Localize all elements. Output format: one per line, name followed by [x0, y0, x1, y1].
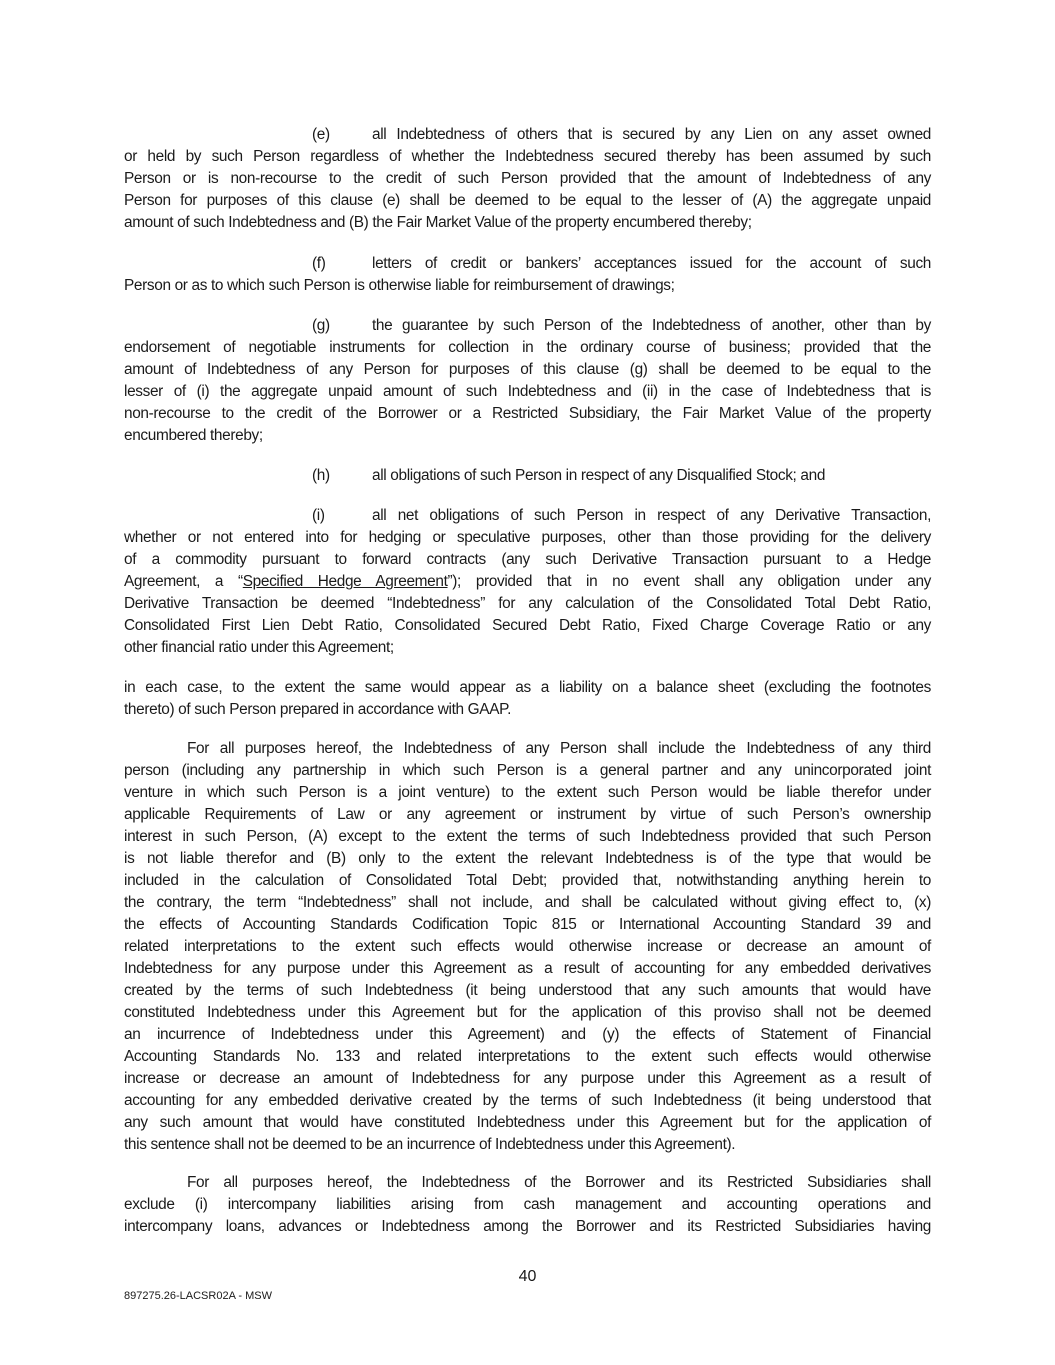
text-line [124, 146, 931, 168]
text-line: in each case, to the extent the same would appear as a liability on a balance sheet (excluding the footnotes [124, 679, 931, 696]
text-run: Person or is non-recourse to the credit of such Person provided that the amount of Indebtedness of any [124, 170, 931, 187]
text-run: encumbered thereby; [124, 427, 263, 444]
text-line [124, 275, 931, 297]
text-run: Agreement, a “ [124, 573, 243, 590]
text-line: Indebtedness for any purpose under this Agreement as a result of accounting for any embedded derivatives [124, 960, 931, 977]
text-line [124, 425, 931, 447]
text-line: applicable Requirements of Law or any agreement or instrument by virtue of such Person’s ownership [124, 806, 931, 823]
text-line: the contrary, the term “Indebtedness” shall not include, and shall be calculated without giving effect to, (x) [124, 894, 931, 911]
text-line [124, 381, 931, 403]
text-run: all Indebtedness of others that is secured by any Lien on any asset owned [372, 126, 931, 143]
text-line [124, 549, 931, 571]
text-line [124, 571, 931, 593]
text-run: letters of credit or bankers’ acceptances issued for the account of such [372, 255, 931, 272]
text-line: Accounting Standards No. 133 and related interpretations to the extent such effects would otherwise [124, 1048, 931, 1065]
closing-clause [124, 677, 931, 721]
paragraph [124, 738, 931, 1156]
text-line [124, 593, 931, 615]
text-line: thereto) of such Person prepared in accordance with GAAP. [124, 701, 511, 718]
text-run: Consolidated First Lien Debt Ratio, Consolidated Secured Debt Ratio, Fixed Charge Coverage Ratio or any [124, 617, 931, 634]
text-line: created by the terms of such Indebtedness (it being understood that any such amounts that would have [124, 982, 931, 999]
list-item [124, 465, 931, 487]
item-label: (g) [312, 317, 330, 334]
text-line: For all purposes hereof, the Indebtedness of the Borrower and its Restricted Subsidiaries shall [187, 1174, 931, 1191]
document-footer-id: 897275.26-LACSR02A - MSW [124, 1290, 272, 1302]
text-line [124, 337, 931, 359]
text-line: any such amount that would have constituted Indebtedness under this Agreement but for the application of [124, 1114, 931, 1131]
text-run: amount of Indebtedness of any Person for purposes of this clause (g) shall be deemed to be equal to the [124, 361, 931, 378]
text-line: related interpretations to the extent such effects would otherwise increase or decrease an amount of [124, 938, 931, 955]
text-line: exclude (i) intercompany liabilities arising from cash management and accounting operations and [124, 1196, 931, 1213]
text-line [124, 315, 931, 337]
item-label: (e) [312, 126, 330, 143]
text-line [124, 527, 931, 549]
text-line [124, 465, 931, 487]
text-line [124, 637, 931, 659]
text-line: the effects of Accounting Standards Codification Topic 815 or International Accounting Standard 39 and [124, 916, 931, 933]
text-line [124, 505, 931, 527]
text-run: Person or as to which such Person is otherwise liable for reimbursement of drawings; [124, 277, 675, 294]
text-line [124, 212, 931, 234]
text-line: interest in such Person, (A) except to the extent the terms of such Indebtedness provided that such Person [124, 828, 931, 845]
item-label: (f) [312, 255, 326, 272]
text-run: all obligations of such Person in respect of any Disqualified Stock; and [372, 467, 826, 484]
text-run: of a commodity pursuant to forward contracts (any such Derivative Transaction pursuant to a Hedge [124, 551, 931, 568]
text-run: endorsement of negotiable instruments for collection in the ordinary course of business; provided that the [124, 339, 931, 356]
paragraph [124, 1172, 931, 1238]
text-line [124, 615, 931, 637]
text-line: increase or decrease an amount of Indebtedness for any purpose under this Agreement as a result of [124, 1070, 931, 1087]
text-run: other financial ratio under this Agreement; [124, 639, 394, 656]
text-line: included in the calculation of Consolidated Total Debt; provided that, notwithstanding anything herein to [124, 872, 931, 889]
text-run: lesser of (i) the aggregate unpaid amount of such Indebtedness and (ii) in the case of Indebtedness that is [124, 383, 931, 400]
text-run: Derivative Transaction be deemed “Indebtedness” for any calculation of the Consolidated Total Debt Ratio, [124, 595, 931, 612]
text-run: Person for purposes of this clause (e) shall be deemed to be equal to the lesser of (A) the aggregate unpaid [124, 192, 931, 209]
text-run: or held by such Person regardless of whether the Indebtedness secured thereby has been assumed by such [124, 148, 931, 165]
text-run: amount of such Indebtedness and (B) the Fair Market Value of the property encumbered thereby; [124, 214, 752, 231]
text-line: this sentence shall not be deemed to be an incurrence of Indebtedness under this Agreement). [124, 1136, 736, 1153]
list-item [124, 505, 931, 659]
text-run: the guarantee by such Person of the Indebtedness of another, other than by [372, 317, 931, 334]
text-line: intercompany loans, advances or Indebtedness among the Borrower and its Restricted Subsidiaries having [124, 1218, 931, 1235]
text-line: venture in which such Person is a joint venture) to the extent such Person would be liable therefor under [124, 784, 931, 801]
page-number: 40 [518, 1268, 537, 1285]
text-line: accounting for any embedded derivative created by the terms of such Indebtedness (it being understood that [124, 1092, 931, 1109]
text-line: person (including any partnership in which such Person is a general partner and any unincorporated joint [124, 762, 931, 779]
text-run: whether or not entered into for hedging or speculative purposes, other than those providing for the delivery [124, 529, 931, 546]
text-run: ”); provided that in no event shall any obligation under any [447, 573, 931, 590]
text-line: an incurrence of Indebtedness under this Agreement) and (y) the effects of Statement of Financial [124, 1026, 931, 1043]
text-line [124, 124, 931, 146]
list-item [124, 124, 931, 234]
defined-term: Specified Hedge Agreement [242, 573, 448, 590]
text-line [124, 359, 931, 381]
text-line: For all purposes hereof, the Indebtedness of any Person shall include the Indebtedness of any third [187, 740, 931, 757]
list-item [124, 253, 931, 297]
text-line [124, 253, 931, 275]
text-run: all net obligations of such Person in respect of any Derivative Transaction, [372, 507, 931, 524]
text-line: is not liable therefor and (B) only to the extent the relevant Indebtedness is of the type that would be [124, 850, 931, 867]
text-line [124, 403, 931, 425]
text-run: non-recourse to the credit of the Borrower or a Restricted Subsidiary, the Fair Market Value of the property [124, 405, 931, 422]
text-line [124, 168, 931, 190]
text-line: constituted Indebtedness under this Agreement but for the application of this proviso shall not be deemed [124, 1004, 931, 1021]
item-label: (i) [312, 507, 325, 524]
text-line [124, 190, 931, 212]
list-item [124, 315, 931, 447]
item-label: (h) [312, 467, 330, 484]
